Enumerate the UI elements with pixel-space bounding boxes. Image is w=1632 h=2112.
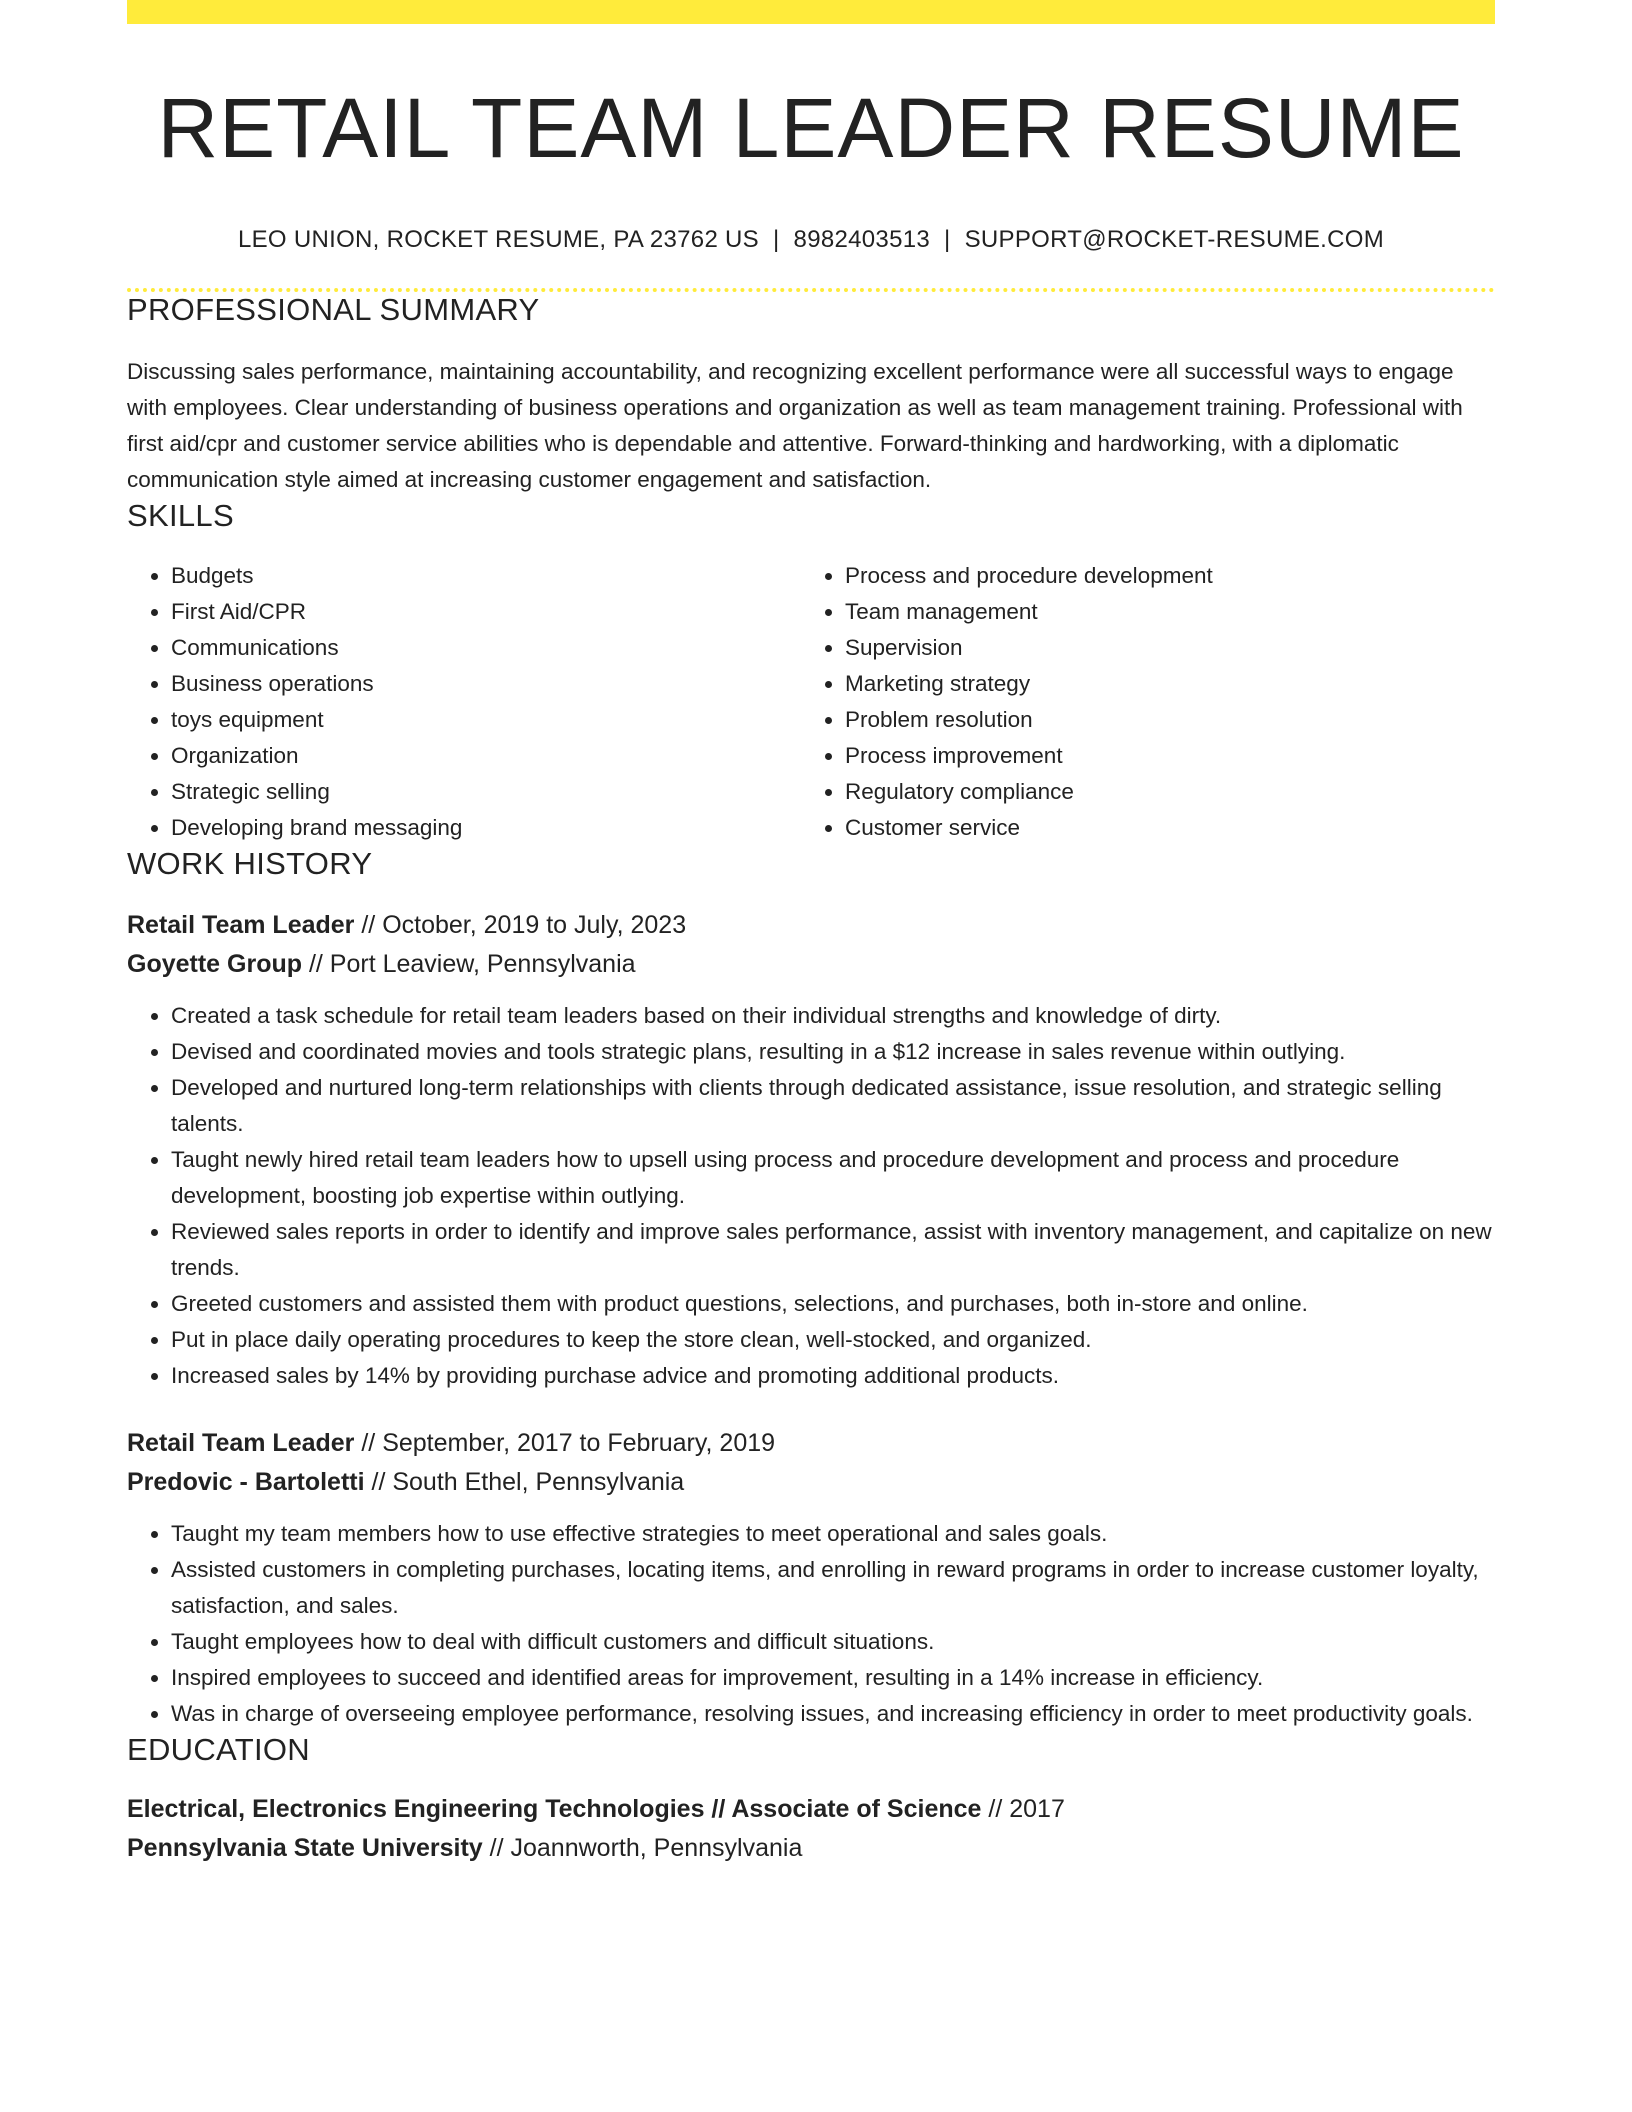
job-bullet: • Taught newly hired retail team leaders how to upsell using process and procedure development and process and procedure development, boosting job expertise within outlying. [171,1142,1495,1214]
job-bullet: • Developed and nurtured long-term relationships with clients through dedicated assistance, issue resolution, and strategic selling talents. [171,1070,1495,1142]
education-school: Pennsylvania State University [127,1834,483,1863]
job-location: // South Ethel, Pennsylvania [364,1468,685,1497]
skill-item: • Marketing strategy [845,666,1475,702]
skill-item: • toys equipment [171,702,801,738]
contact-email: SUPPORT@ROCKET-RESUME.COM [964,226,1385,254]
job-bullet: • Increased sales by 14% by providing purchase advice and promoting additional products. [171,1358,1495,1394]
job-bullet: • Was in charge of overseeing employee performance, resolving issues, and increasing efficiency in order to meet productivity goals. [171,1696,1495,1732]
job-bullet: • Devised and coordinated movies and tools strategic plans, resulting in a $12 increase in sales revenue within outlying. [171,1034,1495,1070]
skills-list-left [127,558,801,846]
education-degree: Electrical, Electronics Engineering Technologies // Associate of Science [127,1795,982,1824]
skill-item: • Communications [171,630,801,666]
job-bullet: • Greeted customers and assisted them with product questions, selections, and purchases, both in-store and online. [171,1286,1495,1322]
job-bullet: • Taught my team members how to use effective strategies to meet operational and sales goals. [171,1516,1495,1552]
contact-separator: | [773,226,780,254]
job-bullets [127,1516,1495,1732]
skill-item: • Business operations [171,666,801,702]
job-company-line [127,1463,1495,1502]
skill-item: • Developing brand messaging [171,810,801,846]
skill-item: • Regulatory compliance [845,774,1475,810]
job-title-line [127,906,1495,945]
job-entry [127,1424,1495,1732]
education-degree-line [127,1790,1495,1829]
accent-top-bar [127,0,1495,24]
contact-separator: | [944,226,951,254]
job-company-line [127,945,1495,984]
job-location: // Port Leaview, Pennsylvania [302,950,636,979]
job-bullet: • Taught employees how to deal with difficult customers and difficult situations. [171,1624,1495,1660]
job-bullet: • Inspired employees to succeed and identified areas for improvement, resulting in a 14% increase in efficiency. [171,1660,1495,1696]
skill-item: • Supervision [845,630,1475,666]
job-bullet: • Created a task schedule for retail team leaders based on their individual strengths and knowledge of dirty. [171,998,1495,1034]
skills-columns [127,558,1495,846]
job-title-line [127,1424,1495,1463]
skill-item: • First Aid/CPR [171,594,801,630]
skill-item: • Organization [171,738,801,774]
skill-item: • Team management [845,594,1475,630]
summary-heading: PROFESSIONAL SUMMARY [127,292,540,328]
contact-line [127,226,1495,254]
skills-heading: SKILLS [127,498,234,534]
resume-page [127,0,1495,1868]
job-company: Goyette Group [127,950,303,979]
education-entry [127,1790,1495,1868]
skill-item: • Process and procedure development [845,558,1475,594]
job-entry [127,906,1495,1394]
job-title: Retail Team Leader [127,911,355,940]
job-dates: // October, 2019 to July, 2023 [354,911,687,940]
work-history-heading: WORK HISTORY [127,846,373,882]
job-bullet: • Put in place daily operating procedures to keep the store clean, well-stocked, and organized. [171,1322,1495,1358]
education-location: // Joannworth, Pennsylvania [482,1834,803,1863]
skills-list-right [801,558,1475,846]
job-dates: // September, 2017 to February, 2019 [354,1429,776,1458]
skill-item: • Budgets [171,558,801,594]
job-company: Predovic - Bartoletti [127,1468,365,1497]
resume-title: RETAIL TEAM LEADER RESUME [157,81,1465,175]
education-year: // 2017 [981,1795,1065,1824]
skill-item: • Problem resolution [845,702,1475,738]
skill-item: • Process improvement [845,738,1475,774]
contact-phone: 8982403513 [793,226,931,254]
job-bullet: • Reviewed sales reports in order to identify and improve sales performance, assist with inventory management, and capitalize on new trends. [171,1214,1495,1286]
contact-address: LEO UNION, ROCKET RESUME, PA 23762 US [237,226,759,254]
education-heading: EDUCATION [127,1732,310,1768]
skill-item: • Strategic selling [171,774,801,810]
job-title: Retail Team Leader [127,1429,355,1458]
summary-text: Discussing sales performance, maintaining accountability, and recognizing excellent performance were all successful ways to engage with employees. Clear understanding of business operations and organization as well as team management training. Professional with first aid/cpr and customer service abilities who is dependable and attentive. Forward-thinking and hardworking, with a diplomatic communication style aimed at increasing customer engagement and satisfaction. [127,359,1463,493]
education-school-line [127,1829,1495,1868]
job-bullets [127,998,1495,1394]
job-bullet: • Assisted customers in completing purchases, locating items, and enrolling in reward programs in order to increase customer loyalty, satisfaction, and sales. [171,1552,1495,1624]
skill-item: • Customer service [845,810,1475,846]
